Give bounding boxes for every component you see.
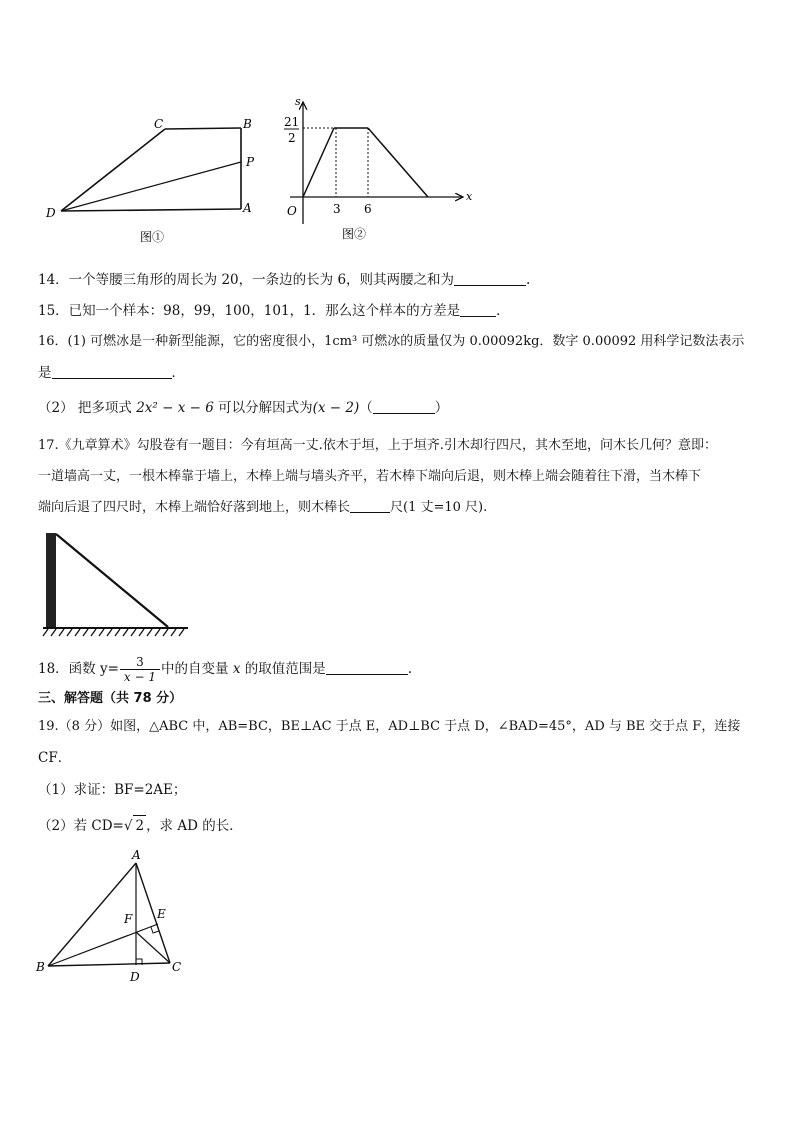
question-17-line2 [38, 467, 701, 487]
q17-answer-blank[interactable] [350, 498, 390, 513]
q15-text: 15．已知一个样本：98，99，100，101，1．那么这个样本的方差是 [38, 303, 461, 319]
fig3-label-E: E [157, 907, 166, 921]
q19-part1: （1）求证：BF=2AE； [38, 782, 187, 798]
question-16-part2 [38, 398, 448, 418]
question-16-line1 [38, 332, 744, 352]
q19-part2-root: 2 [133, 815, 146, 836]
q18-variable: x [232, 661, 241, 677]
q18-prefix: 18．函数 y= [38, 661, 119, 677]
q18-mid: 中的自变量 [161, 661, 229, 677]
fig3-label-C: C [172, 960, 182, 974]
q18-answer-blank[interactable] [326, 660, 408, 675]
q16-part2-open: （ [359, 400, 373, 416]
q18-fraction [120, 655, 160, 684]
q16-part2-factor: (x − 2) [312, 400, 360, 416]
q18-fraction-denominator: x − 1 [123, 670, 157, 684]
q16-answer-blank-1[interactable] [52, 364, 172, 379]
question-15 [38, 301, 510, 321]
fig1-label-B: B [243, 117, 252, 131]
figure-wall-stick [40, 530, 190, 642]
question-19-part1 [38, 780, 186, 800]
q14-text: 14．一个等腰三角形的周长为 20，一条边的长为 6，则其两腰之和为 [38, 272, 455, 288]
q14-answer-blank[interactable] [454, 271, 526, 286]
section-3-heading [38, 689, 182, 709]
figure-2-graph [278, 92, 478, 247]
q16-part2-close: ） [434, 400, 449, 416]
q16-part2-expression: 2x² − x − 6 [136, 400, 214, 416]
fig3-label-B: B [36, 960, 45, 974]
fig2-x-tick-6: 6 [364, 202, 372, 216]
q17-line3-suffix: 尺(1 丈=10 尺). [390, 500, 488, 515]
q19-part2-suffix: ，求 AD 的长． [146, 818, 243, 834]
fig2-y-tick-numerator: 21 [284, 115, 300, 129]
section-3-title: 三、解答题（共 78 分） [38, 691, 183, 706]
fig3-label-D: D [130, 970, 140, 984]
q16-line2-prefix: 是 [38, 365, 52, 381]
q19-line1: 19.（8 分）如图，△ABC 中，AB=BC，BE⊥AC 于点 E，AD⊥BC 于点 D，∠BAD=45°，AD 与 BE 交于点 F，连接 [38, 719, 741, 734]
question-18 [38, 652, 412, 686]
q16-answer-blank-2[interactable] [373, 399, 435, 414]
fig1-label-A: A [243, 201, 252, 215]
fig3-label-A: A [132, 848, 141, 862]
q19-part2-prefix: （2）若 CD= [38, 818, 124, 834]
q18-end: . [407, 661, 413, 677]
question-19-part2 [38, 815, 243, 836]
fig1-label-C: C [154, 117, 164, 131]
question-19-line1 [38, 717, 740, 737]
q16-part2-mid: 可以分解因式为 [218, 400, 313, 416]
q15-end: ． [496, 303, 510, 319]
fig2-x-tick-3: 3 [333, 202, 341, 216]
fig2-origin-label: O [287, 204, 297, 218]
fig2-y-axis-label: s [295, 95, 301, 108]
sqrt-symbol: √ [123, 818, 133, 834]
fig2-y-tick-denominator: 2 [288, 131, 296, 145]
q16-line1: 16．(1) 可燃冰是一种新型能源，它的密度很小，1cm³ 可燃冰的质量仅为 0.00092kg．数字 0.00092 用科学记数法表示 [38, 334, 745, 349]
q19-line2: CF． [38, 750, 72, 766]
figure-triangle-abc [30, 845, 200, 985]
fig3-label-F: F [124, 912, 133, 926]
q17-line2: 一道墙高一丈，一根木棒靠于墙上，木棒上端与墙头齐平，若木棒下端向后退，则木棒上端会随着往下滑，当木棒下 [38, 469, 702, 484]
fig1-caption: 图① [140, 230, 165, 244]
q18-suffix: 的取值范围是 [244, 661, 326, 677]
q17-line1: 17.《九章算术》勾股卷有一题目：今有垣高一丈.依木于垣，上于垣齐.引木却行四尺，其木至地，问木长几何？意即： [38, 438, 717, 453]
question-17-line3 [38, 498, 487, 518]
fig2-caption: 图② [342, 227, 367, 241]
q18-fraction-numerator: 3 [120, 655, 160, 670]
q15-answer-blank[interactable] [460, 302, 496, 317]
figure-1-quadrilateral [40, 110, 270, 245]
q16-line2-end: ． [171, 365, 185, 381]
fig1-label-D: D [46, 206, 56, 220]
fig2-x-axis-label: x [466, 190, 473, 203]
question-17-line1 [38, 436, 717, 456]
question-14 [38, 270, 530, 290]
question-19-line2 [38, 748, 71, 768]
fig1-label-P: P [246, 155, 255, 169]
question-16-line2 [38, 363, 185, 383]
q16-part2-prefix: （2） 把多项式 [38, 400, 132, 416]
q17-line3-prefix: 端向后退了四尺时，木棒上端恰好落到地上，则木棒长 [38, 500, 351, 515]
q14-end: . [526, 272, 531, 288]
